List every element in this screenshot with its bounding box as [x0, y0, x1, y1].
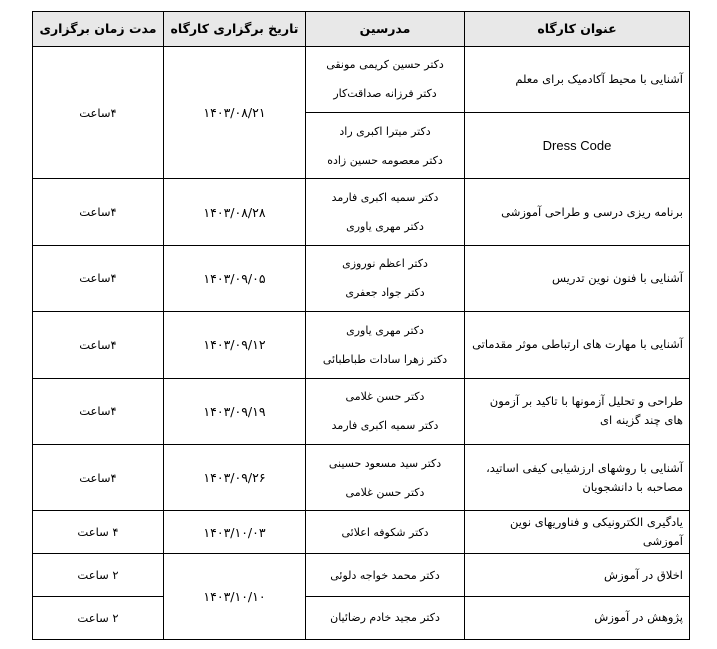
header-duration: مدت زمان برگزاری [33, 12, 164, 47]
workshop-duration: ۲ ساعت [33, 554, 164, 597]
workshop-title: آشنایی با مهارت های ارتباطی موثر مقدماتی [465, 312, 690, 378]
workshop-teachers [306, 378, 465, 444]
workshop-duration: ۴ساعت [33, 46, 164, 179]
workshop-date: ۱۴۰۳/۰۹/۱۹ [164, 378, 306, 444]
workshop-date: ۱۴۰۳/۰۹/۰۵ [164, 245, 306, 311]
table-row [33, 378, 690, 444]
teacher-name: دکتر مجید خادم رضائیان [330, 611, 440, 625]
workshop-date: ۱۴۰۳/۰۹/۱۲ [164, 312, 306, 378]
table-row [33, 511, 690, 554]
teacher-name: دکتر حسن غلامی [345, 390, 425, 404]
teacher-name: دکتر محمد خواجه دلوئی [330, 568, 440, 582]
workshop-title: Dress Code [465, 113, 690, 179]
workshop-duration: ۲ ساعت [33, 596, 164, 639]
table-row [33, 312, 690, 378]
table-row [33, 46, 690, 112]
teacher-name: دکتر معصومه حسین زاده [327, 153, 443, 167]
table-row [33, 554, 690, 597]
workshop-duration: ۴ساعت [33, 312, 164, 378]
workshop-date: ۱۴۰۳/۱۰/۱۰ [164, 554, 306, 640]
workshop-duration: ۴ساعت [33, 444, 164, 510]
workshop-date: ۱۴۰۳/۰۸/۲۱ [164, 46, 306, 179]
workshop-teachers [306, 511, 465, 554]
teacher-name: دکتر حسن غلامی [345, 485, 425, 499]
workshop-teachers [306, 596, 465, 639]
workshop-teachers [306, 179, 465, 245]
workshop-title: آشنایی با محیط آکادمیک برای معلم [465, 46, 690, 112]
workshop-schedule-table [32, 11, 690, 640]
header-teachers: مدرسین [306, 12, 465, 47]
workshop-duration: ۴ساعت [33, 378, 164, 444]
teacher-name: دکتر جواد جعفری [345, 286, 425, 300]
workshop-teachers [306, 46, 465, 112]
teacher-name: دکتر اعظم نوروزی [342, 257, 428, 271]
workshop-teachers [306, 444, 465, 510]
table-row [33, 596, 690, 639]
workshop-duration: ۴ ساعت [33, 511, 164, 554]
table-row [33, 444, 690, 510]
header-row [33, 12, 690, 47]
workshop-date: ۱۴۰۳/۰۹/۲۶ [164, 444, 306, 510]
table-row [33, 245, 690, 311]
header-date: تاریخ برگزاری کارگاه [164, 12, 306, 47]
workshop-duration: ۴ساعت [33, 245, 164, 311]
teacher-name: دکتر زهرا سادات طباطبائی [322, 352, 448, 366]
workshop-title: یادگیری الکترونیکی و فناوریهای نوین آموزشی [465, 511, 690, 554]
teacher-name: دکتر سید مسعود حسینی [328, 456, 442, 470]
workshop-title: پژوهش در آموزش [465, 596, 690, 639]
workshop-date: ۱۴۰۳/۰۸/۲۸ [164, 179, 306, 245]
table-row [33, 179, 690, 245]
teacher-name: دکتر شکوفه اعلائی [341, 525, 429, 539]
workshop-title: اخلاق در آموزش [465, 554, 690, 597]
teacher-name: دکتر سمیه اکبری فارمد [331, 191, 439, 205]
workshop-teachers [306, 312, 465, 378]
workshop-title: برنامه ریزی درسی و طراحی آموزشی [465, 179, 690, 245]
teacher-name: دکتر مهری یاوری [346, 323, 424, 337]
teacher-name: دکتر میترا اکبری راد [339, 124, 431, 138]
workshop-date: ۱۴۰۳/۱۰/۰۳ [164, 511, 306, 554]
workshop-teachers [306, 113, 465, 179]
workshop-teachers [306, 245, 465, 311]
workshop-title: طراحی و تحلیل آزمونها با تاکید بر آزمون های چند گزینه ای [465, 378, 690, 444]
header-title: عنوان کارگاه [465, 12, 690, 47]
workshop-teachers [306, 554, 465, 597]
workshop-duration: ۴ساعت [33, 179, 164, 245]
teacher-name: دکتر حسین کریمی مونقی [326, 58, 444, 72]
teacher-name: دکتر مهری یاوری [346, 220, 424, 234]
workshop-title: آشنایی با روشهای ارزشیابی کیفی اساتید، مصاحبه با دانشجویان [465, 444, 690, 510]
workshop-title: آشنایی با فنون نوین تدریس [465, 245, 690, 311]
teacher-name: دکتر سمیه اکبری فارمد [331, 419, 439, 433]
teacher-name: دکتر فرزانه صداقت‌کار [333, 87, 437, 101]
